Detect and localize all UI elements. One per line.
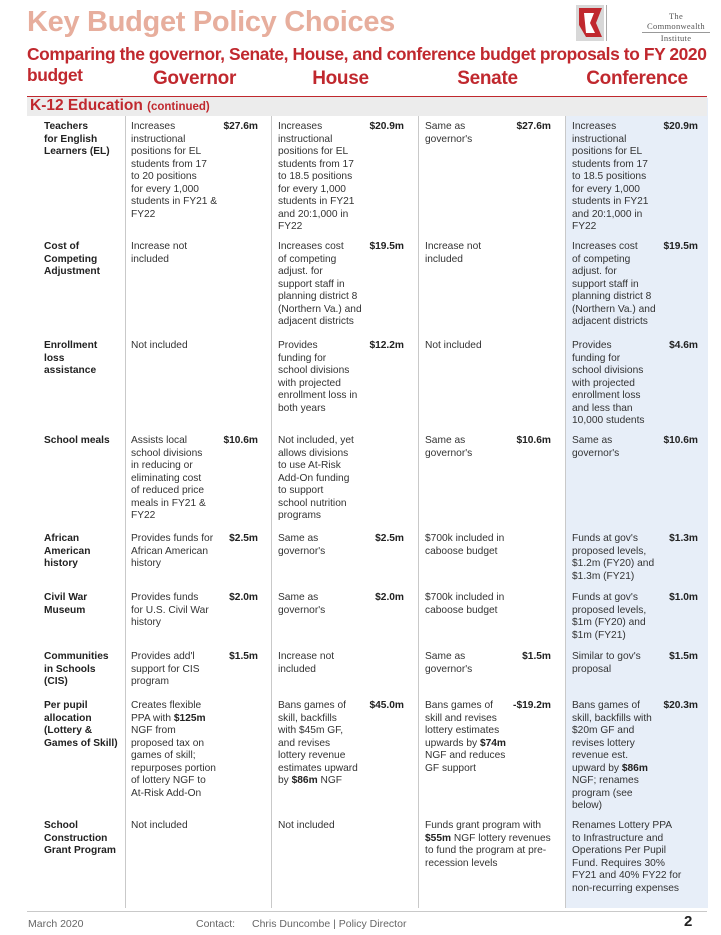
- page-number: 2: [684, 913, 693, 930]
- senate-amount: -$19.2m: [513, 700, 551, 711]
- row-label: Cost of Competing Adjustment: [44, 241, 101, 277]
- conference-amount: $19.5m: [663, 241, 698, 252]
- column-headers: [0, 68, 721, 94]
- conference-amount: $1.5m: [669, 651, 698, 662]
- conference-description: Increases cost of competing adjust. for support staff in planning district 8 (Northern Va.) and adjacent districts: [572, 241, 656, 327]
- house-description: Provides funding for school divisions with projected enrollment loss in both years: [278, 340, 358, 414]
- column-header-conference: Conference: [586, 68, 688, 89]
- conference-description: Bans games of skill, backfills with $20m GF and revises lottery revenue est. upward by $86m NGF; renames program (see below): [572, 700, 652, 811]
- conference-description: Same as governor's: [572, 435, 620, 459]
- governor-description: Creates flexible PPA with $125m NGF from proposed tax on games of skill; repurposes portion of lottery NGF to At-Risk Add-On: [131, 700, 216, 799]
- footer-divider: [27, 911, 707, 912]
- house-description: Same as governor's: [278, 533, 326, 557]
- senate-description: Same as governor's: [425, 435, 473, 459]
- row-label: School Construction Grant Program: [44, 820, 116, 856]
- governor-amount: $10.6m: [223, 435, 258, 446]
- governor-description: Provides add'l support for CIS program: [131, 651, 200, 687]
- row-label: Communities in Schools (CIS): [44, 651, 109, 687]
- column-header-senate: Senate: [457, 68, 518, 89]
- column-divider: [565, 116, 566, 908]
- senate-description: Increase not included: [425, 241, 482, 265]
- governor-description: Assists local school divisions in reducing or eliminating cost of reduced price meals in FY21 & FY22: [131, 435, 206, 521]
- column-divider: [418, 116, 419, 908]
- governor-amount: $2.5m: [229, 533, 258, 544]
- house-description: Not included: [278, 820, 335, 831]
- governor-description: Provides funds for African American history: [131, 533, 214, 569]
- conference-amount: $10.6m: [663, 435, 698, 446]
- row-label: African American history: [44, 533, 91, 569]
- governor-amount: $27.6m: [223, 121, 258, 132]
- governor-description: Increases instructional positions for EL students from 17 to 20 positions for every 1,000 students in FY21 & FY22: [131, 121, 218, 220]
- house-description: Same as governor's: [278, 592, 326, 616]
- row-label: Enrollment loss assistance: [44, 340, 98, 376]
- row-label: School meals: [44, 435, 110, 446]
- house-amount: $19.5m: [369, 241, 404, 252]
- footer-date: March 2020: [28, 918, 84, 930]
- senate-description: $700k included in caboose budget: [425, 592, 505, 616]
- row-label: Civil War Museum: [44, 592, 88, 616]
- senate-description: Same as governor's: [425, 121, 473, 145]
- conference-description: Funds at gov's proposed levels, $1.2m (FY20) and $1.3m (FY21): [572, 533, 655, 582]
- column-header-house: House: [312, 68, 369, 89]
- conference-description: Renames Lottery PPA to Infrastructure and Operations Per Pupil Fund. Requires 30% FY21 and 40% FY22 for non-recurring expenses: [572, 820, 682, 894]
- row-label: Teachers for English Learners (EL): [44, 121, 110, 157]
- house-amount: $2.0m: [375, 592, 404, 603]
- house-description: Bans games of skill, backfills with $45m GF, and revises lottery revenue estimates upward by $86m NGF: [278, 700, 358, 786]
- house-description: Increases instructional positions for EL students from 17 to 18.5 positions for every 1,000 students in FY21 and 20:1,000 in FY22: [278, 121, 355, 232]
- column-divider: [271, 116, 272, 908]
- senate-description: $700k included in caboose budget: [425, 533, 505, 557]
- conference-description: Similar to gov's proposal: [572, 651, 641, 675]
- conference-description: Funds at gov's proposed levels, $1m (FY20) and $1m (FY21): [572, 592, 647, 641]
- section-header: K-12 Education (continued): [27, 97, 707, 116]
- senate-description: Not included: [425, 340, 482, 351]
- governor-description: Provides funds for U.S. Civil War history: [131, 592, 209, 628]
- conference-amount: $1.3m: [669, 533, 698, 544]
- conference-amount: $1.0m: [669, 592, 698, 603]
- logo-wordmark: The Commonwealth Institute: [636, 11, 716, 43]
- governor-amount: $2.0m: [229, 592, 258, 603]
- house-description: Increases cost of competing adjust. for support staff in planning district 8 (Northern Va.) and adjacent districts: [278, 241, 362, 327]
- senate-amount: $27.6m: [516, 121, 551, 132]
- house-amount: $45.0m: [369, 700, 404, 711]
- house-amount: $2.5m: [375, 533, 404, 544]
- column-divider: [125, 116, 126, 908]
- row-label: Per pupil allocation (Lottery & Games of Skill): [44, 700, 118, 749]
- conference-amount: $4.6m: [669, 340, 698, 351]
- governor-description: Not included: [131, 820, 188, 831]
- governor-description: Increase not included: [131, 241, 188, 265]
- house-description: Not included, yet allows divisions to use At-Risk Add-On funding to support school nutrition programs: [278, 435, 354, 521]
- senate-description: Funds grant program with $55m NGF lottery revenues to fund the program at pre- recession levels: [425, 820, 551, 869]
- column-header-governor: Governor: [152, 68, 237, 89]
- governor-description: Not included: [131, 340, 188, 351]
- senate-amount: $1.5m: [522, 651, 551, 662]
- conference-amount: $20.3m: [663, 700, 698, 711]
- house-description: Increase not included: [278, 651, 335, 675]
- conference-description: Provides funding for school divisions with projected enrollment loss and less than 10,000 students: [572, 340, 645, 426]
- conference-description: Increases instructional positions for EL students from 17 to 18.5 positions for every 1,000 students in FY21 and 20:1,000 in FY22: [572, 121, 649, 232]
- governor-amount: $1.5m: [229, 651, 258, 662]
- footer-contact-label: Contact:: [196, 918, 236, 930]
- senate-description: Bans games of skill and revises lottery estimates upwards by $74m NGF and reduces GF support: [425, 700, 506, 774]
- footer-contact-person: Chris Duncombe | Policy Director: [252, 918, 407, 930]
- house-amount: $12.2m: [369, 340, 404, 351]
- senate-description: Same as governor's: [425, 651, 473, 675]
- page-subtitle: Comparing the governor, Senate, House, and conference budget proposals to FY 2020 budget: [27, 44, 707, 85]
- house-amount: $20.9m: [369, 121, 404, 132]
- page-title: Key Budget Policy Choices: [27, 6, 395, 38]
- conference-amount: $20.9m: [663, 121, 698, 132]
- senate-amount: $10.6m: [516, 435, 551, 446]
